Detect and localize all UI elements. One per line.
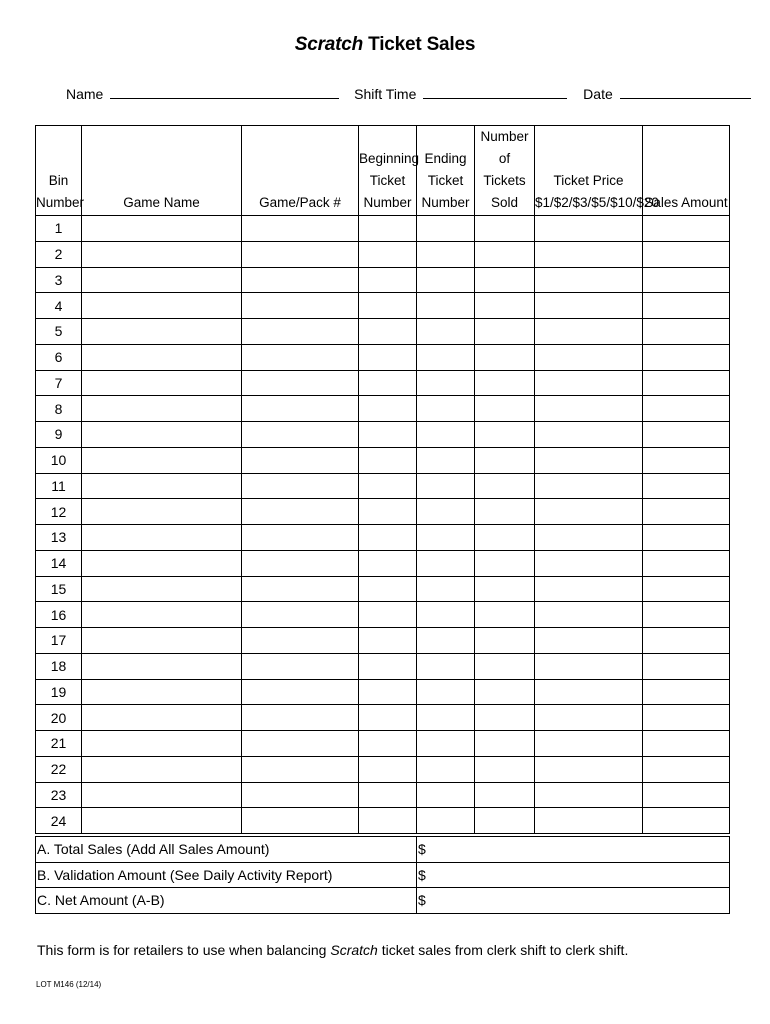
header-line <box>36 148 81 170</box>
entry-cell-ending-ticket-number[interactable] <box>417 499 475 525</box>
bin-number-cell: 11 <box>36 473 82 499</box>
shift-time-field[interactable] <box>423 86 567 99</box>
entry-cell-sales-amount[interactable] <box>643 628 730 654</box>
bin-number-cell: 8 <box>36 396 82 422</box>
entry-cell-ending-ticket-number[interactable] <box>417 293 475 319</box>
entry-cell-ending-ticket-number[interactable] <box>417 267 475 293</box>
entry-cell-tickets-sold[interactable] <box>475 473 535 499</box>
entry-cell-tickets-sold[interactable] <box>475 447 535 473</box>
column-header-bin-number <box>36 126 85 216</box>
entry-cell-sales-amount[interactable] <box>643 602 730 628</box>
entry-cell-ticket-price[interactable] <box>535 447 643 473</box>
column-header-sales-amount <box>643 126 730 216</box>
entry-cell-ticket-price[interactable] <box>535 267 643 293</box>
header-line: Tickets <box>483 173 526 188</box>
entry-cell-sales-amount[interactable] <box>643 241 730 267</box>
bin-number-cell: 21 <box>36 731 82 757</box>
table-row <box>36 756 730 782</box>
entry-cell-game-name[interactable] <box>82 216 242 242</box>
entry-cell-game-name[interactable] <box>82 447 242 473</box>
entry-cell-game-pack[interactable] <box>242 602 359 628</box>
header-line: Ticket Price <box>553 173 624 188</box>
entry-cell-game-pack[interactable] <box>242 705 359 731</box>
entry-cell-game-pack[interactable] <box>242 550 359 576</box>
entry-cell-ending-ticket-number[interactable] <box>417 705 475 731</box>
entry-cell-game-name[interactable] <box>82 628 242 654</box>
entry-cell-beginning-ticket-number[interactable] <box>359 267 417 293</box>
column-header-ending-ticket-number <box>417 126 475 216</box>
table-row <box>36 267 730 293</box>
entry-cell-sales-amount[interactable] <box>643 216 730 242</box>
entry-cell-beginning-ticket-number[interactable] <box>359 525 417 551</box>
totals-row <box>36 862 730 888</box>
entry-cell-tickets-sold[interactable] <box>475 628 535 654</box>
entry-cell-ending-ticket-number[interactable] <box>417 216 475 242</box>
entry-cell-ending-ticket-number[interactable] <box>417 756 475 782</box>
table-row <box>36 422 730 448</box>
entry-cell-tickets-sold[interactable] <box>475 293 535 319</box>
entry-cell-ending-ticket-number[interactable] <box>417 473 475 499</box>
entry-cell-beginning-ticket-number[interactable] <box>359 576 417 602</box>
totals-amount-field[interactable]: $ <box>417 837 730 863</box>
entry-cell-ending-ticket-number[interactable] <box>417 241 475 267</box>
title-italic: Scratch <box>294 34 364 55</box>
entry-cell-sales-amount[interactable] <box>643 756 730 782</box>
column-header-game-pack <box>242 126 359 216</box>
entry-cell-ending-ticket-number[interactable] <box>417 319 475 345</box>
entry-cell-ending-ticket-number[interactable] <box>417 447 475 473</box>
entry-cell-sales-amount[interactable] <box>643 344 730 370</box>
totals-table <box>35 836 730 914</box>
entry-cell-ending-ticket-number[interactable] <box>417 653 475 679</box>
bin-number-cell: 15 <box>36 576 82 602</box>
entry-cell-ticket-price[interactable] <box>535 679 643 705</box>
entry-cell-game-name[interactable] <box>82 267 242 293</box>
name-field[interactable] <box>110 86 339 99</box>
entry-cell-tickets-sold[interactable] <box>475 499 535 525</box>
entry-cell-tickets-sold[interactable] <box>475 319 535 345</box>
entry-cell-tickets-sold[interactable] <box>475 602 535 628</box>
bin-number-cell: 6 <box>36 344 82 370</box>
entry-cell-tickets-sold[interactable] <box>475 808 535 834</box>
entry-cell-beginning-ticket-number[interactable] <box>359 679 417 705</box>
entry-cell-ticket-price[interactable] <box>535 422 643 448</box>
table-row <box>36 370 730 396</box>
table-row <box>36 447 730 473</box>
entry-cell-game-pack[interactable] <box>242 447 359 473</box>
column-header-tickets-sold <box>475 126 535 216</box>
entry-cell-sales-amount[interactable] <box>643 473 730 499</box>
entry-cell-ticket-price[interactable] <box>535 782 643 808</box>
entry-cell-ticket-price[interactable] <box>535 576 643 602</box>
bin-number-cell: 12 <box>36 499 82 525</box>
entry-cell-beginning-ticket-number[interactable] <box>359 473 417 499</box>
header-line: Game/Pack # <box>259 195 341 210</box>
table-row <box>36 576 730 602</box>
entry-cell-game-name[interactable] <box>82 756 242 782</box>
entry-cell-ending-ticket-number[interactable] <box>417 731 475 757</box>
entry-cell-game-pack[interactable] <box>242 319 359 345</box>
header-line: $1/$2/$3/$5/$10/$20 <box>535 195 659 210</box>
entry-cell-ending-ticket-number[interactable] <box>417 628 475 654</box>
entry-cell-ticket-price[interactable] <box>535 499 643 525</box>
table-row <box>36 679 730 705</box>
entry-cell-ending-ticket-number[interactable] <box>417 525 475 551</box>
entry-cell-beginning-ticket-number[interactable] <box>359 550 417 576</box>
table-row <box>36 293 730 319</box>
table-row <box>36 550 730 576</box>
header-line <box>643 170 729 192</box>
entry-cell-sales-amount[interactable] <box>643 396 730 422</box>
entry-cell-tickets-sold[interactable] <box>475 216 535 242</box>
entry-cell-beginning-ticket-number[interactable] <box>359 241 417 267</box>
entry-cell-ticket-price[interactable] <box>535 216 643 242</box>
totals-label: A. Total Sales (Add All Sales Amount) <box>36 837 417 863</box>
entry-cell-game-pack[interactable] <box>242 808 359 834</box>
bin-number-cell: 4 <box>36 293 82 319</box>
entry-cell-beginning-ticket-number[interactable] <box>359 370 417 396</box>
table-row <box>36 344 730 370</box>
bin-number-cell: 5 <box>36 319 82 345</box>
entry-cell-ticket-price[interactable] <box>535 370 643 396</box>
bin-number-cell: 3 <box>36 267 82 293</box>
entry-cell-ending-ticket-number[interactable] <box>417 550 475 576</box>
entry-cell-beginning-ticket-number[interactable] <box>359 653 417 679</box>
entry-cell-sales-amount[interactable] <box>643 550 730 576</box>
table-row <box>36 216 730 242</box>
totals-row <box>36 888 730 914</box>
header-line <box>242 148 358 170</box>
entry-cell-sales-amount[interactable] <box>643 447 730 473</box>
entry-cell-sales-amount[interactable] <box>643 731 730 757</box>
entry-cell-game-pack[interactable] <box>242 782 359 808</box>
entry-cell-game-name[interactable] <box>82 782 242 808</box>
entry-cell-ticket-price[interactable] <box>535 241 643 267</box>
entry-cell-tickets-sold[interactable] <box>475 705 535 731</box>
note-text-before: This form is for retailers to use when balancing <box>37 942 327 958</box>
entry-cell-tickets-sold[interactable] <box>475 576 535 602</box>
entry-cell-game-name[interactable] <box>82 731 242 757</box>
table-row <box>36 628 730 654</box>
entry-cell-game-pack[interactable] <box>242 628 359 654</box>
entry-cell-game-pack[interactable] <box>242 731 359 757</box>
entry-cell-beginning-ticket-number[interactable] <box>359 602 417 628</box>
entry-cell-tickets-sold[interactable] <box>475 756 535 782</box>
bin-number-cell: 1 <box>36 216 82 242</box>
entry-cell-ending-ticket-number[interactable] <box>417 422 475 448</box>
entry-cell-game-pack[interactable] <box>242 293 359 319</box>
entry-cell-game-pack[interactable] <box>242 241 359 267</box>
entry-cell-game-name[interactable] <box>82 576 242 602</box>
entry-cell-ticket-price[interactable] <box>535 653 643 679</box>
entry-cell-beginning-ticket-number[interactable] <box>359 782 417 808</box>
header-line <box>643 148 729 170</box>
column-header-game-name <box>82 126 242 216</box>
entry-cell-sales-amount[interactable] <box>643 679 730 705</box>
entry-cell-beginning-ticket-number[interactable] <box>359 216 417 242</box>
header-fields <box>66 86 751 102</box>
entry-cell-tickets-sold[interactable] <box>475 679 535 705</box>
entry-cell-game-pack[interactable] <box>242 216 359 242</box>
entry-cell-game-name[interactable] <box>82 370 242 396</box>
header-line: Ending <box>424 151 467 166</box>
entry-cell-beginning-ticket-number[interactable] <box>359 731 417 757</box>
entry-cell-game-pack[interactable] <box>242 679 359 705</box>
entry-cell-game-pack[interactable] <box>242 370 359 396</box>
table-row <box>36 525 730 551</box>
entry-cell-ticket-price[interactable] <box>535 602 643 628</box>
entry-cell-sales-amount[interactable] <box>643 705 730 731</box>
entry-cell-beginning-ticket-number[interactable] <box>359 344 417 370</box>
bin-number-cell: 18 <box>36 653 82 679</box>
date-field[interactable] <box>620 86 751 99</box>
header-line <box>82 148 241 170</box>
entry-cell-game-name[interactable] <box>82 319 242 345</box>
entry-cell-tickets-sold[interactable] <box>475 550 535 576</box>
entry-cell-ticket-price[interactable] <box>535 628 643 654</box>
bin-number-cell: 9 <box>36 422 82 448</box>
table-row <box>36 782 730 808</box>
entry-cell-ticket-price[interactable] <box>535 344 643 370</box>
entry-cell-ticket-price[interactable] <box>535 731 643 757</box>
header-line: Number <box>36 195 85 210</box>
note-text-after: ticket sales from clerk shift to clerk shift. <box>381 942 629 958</box>
table-row <box>36 602 730 628</box>
footer-note <box>37 942 628 958</box>
entry-cell-beginning-ticket-number[interactable] <box>359 756 417 782</box>
entry-cell-sales-amount[interactable] <box>643 782 730 808</box>
bin-number-cell: 22 <box>36 756 82 782</box>
entry-cell-ticket-price[interactable] <box>535 525 643 551</box>
entry-cell-ending-ticket-number[interactable] <box>417 396 475 422</box>
table-body <box>36 216 730 834</box>
entry-cell-ticket-price[interactable] <box>535 293 643 319</box>
header-line: Beginning <box>359 151 420 166</box>
entry-cell-ticket-price[interactable] <box>535 473 643 499</box>
entry-cell-game-pack[interactable] <box>242 473 359 499</box>
entry-cell-beginning-ticket-number[interactable] <box>359 422 417 448</box>
name-label: Name <box>66 86 104 102</box>
entry-cell-beginning-ticket-number[interactable] <box>359 808 417 834</box>
column-header-ticket-price <box>535 126 659 216</box>
entry-cell-sales-amount[interactable] <box>643 370 730 396</box>
entry-cell-ending-ticket-number[interactable] <box>417 576 475 602</box>
table-row <box>36 499 730 525</box>
entry-cell-sales-amount[interactable] <box>643 576 730 602</box>
bin-number-cell: 14 <box>36 550 82 576</box>
entry-cell-ticket-price[interactable] <box>535 808 643 834</box>
entry-cell-tickets-sold[interactable] <box>475 525 535 551</box>
entry-cell-tickets-sold[interactable] <box>475 396 535 422</box>
entry-cell-game-name[interactable] <box>82 705 242 731</box>
bin-number-cell: 7 <box>36 370 82 396</box>
header-line: Number <box>421 195 470 210</box>
entry-cell-ending-ticket-number[interactable] <box>417 344 475 370</box>
table-row <box>36 473 730 499</box>
entry-cell-beginning-ticket-number[interactable] <box>359 396 417 422</box>
entry-cell-tickets-sold[interactable] <box>475 370 535 396</box>
note-text-italic: Scratch <box>330 942 378 958</box>
table-row <box>36 319 730 345</box>
entry-cell-game-pack[interactable] <box>242 422 359 448</box>
header-line <box>82 170 241 192</box>
header-line: Number of <box>480 129 529 166</box>
totals-label: B. Validation Amount (See Daily Activity Report) <box>36 862 417 888</box>
totals-amount-field[interactable]: $ <box>417 862 730 888</box>
totals-label: C. Net Amount (A-B) <box>36 888 417 914</box>
entry-cell-sales-amount[interactable] <box>643 525 730 551</box>
shift-time-label: Shift Time <box>354 86 417 102</box>
entry-cell-game-name[interactable] <box>82 344 242 370</box>
entry-cell-game-pack[interactable] <box>242 396 359 422</box>
header-line: Game Name <box>123 195 200 210</box>
entry-cell-game-pack[interactable] <box>242 499 359 525</box>
entry-cell-game-name[interactable] <box>82 525 242 551</box>
entry-cell-ending-ticket-number[interactable] <box>417 679 475 705</box>
header-line <box>535 148 642 170</box>
entry-cell-sales-amount[interactable] <box>643 499 730 525</box>
header-line: Sold <box>490 195 519 210</box>
entry-cell-ending-ticket-number[interactable] <box>417 370 475 396</box>
title-text: Ticket Sales <box>368 34 476 55</box>
entry-cell-tickets-sold[interactable] <box>475 344 535 370</box>
bin-number-cell: 23 <box>36 782 82 808</box>
entry-cell-beginning-ticket-number[interactable] <box>359 447 417 473</box>
entry-cell-game-name[interactable] <box>82 550 242 576</box>
bin-number-cell: 20 <box>36 705 82 731</box>
bin-number-cell: 16 <box>36 602 82 628</box>
header-line <box>242 170 358 192</box>
entry-cell-game-name[interactable] <box>82 293 242 319</box>
entry-cell-game-pack[interactable] <box>242 653 359 679</box>
table-row <box>36 241 730 267</box>
entry-cell-game-name[interactable] <box>82 808 242 834</box>
entry-cell-sales-amount[interactable] <box>643 808 730 834</box>
column-header-beginning-ticket-number <box>359 126 420 216</box>
entry-cell-ticket-price[interactable] <box>535 319 643 345</box>
entry-cell-game-pack[interactable] <box>242 756 359 782</box>
table-row <box>36 808 730 834</box>
entry-cell-game-name[interactable] <box>82 499 242 525</box>
entry-cell-ending-ticket-number[interactable] <box>417 602 475 628</box>
entry-cell-sales-amount[interactable] <box>643 422 730 448</box>
bin-number-cell: 24 <box>36 808 82 834</box>
bin-number-cell: 10 <box>36 447 82 473</box>
entry-cell-game-name[interactable] <box>82 396 242 422</box>
entry-cell-game-name[interactable] <box>82 679 242 705</box>
entry-cell-sales-amount[interactable] <box>643 267 730 293</box>
entry-cell-tickets-sold[interactable] <box>475 731 535 757</box>
entry-cell-game-name[interactable] <box>82 602 242 628</box>
form-number: LOT M146 (12/14) <box>36 980 102 989</box>
table-row <box>36 705 730 731</box>
entry-cell-tickets-sold[interactable] <box>475 422 535 448</box>
header-line: Ticket <box>369 173 406 188</box>
entry-cell-ticket-price[interactable] <box>535 705 643 731</box>
entry-cell-ticket-price[interactable] <box>535 756 643 782</box>
entry-cell-beginning-ticket-number[interactable] <box>359 499 417 525</box>
bin-number-cell: 17 <box>36 628 82 654</box>
entry-cell-game-pack[interactable] <box>242 576 359 602</box>
totals-amount-field[interactable]: $ <box>417 888 730 914</box>
table-row <box>36 396 730 422</box>
header-line: Number <box>363 195 412 210</box>
bin-number-cell: 13 <box>36 525 82 551</box>
header-line: Ticket <box>427 173 464 188</box>
table-header-row <box>36 126 730 216</box>
bin-number-cell: 2 <box>36 241 82 267</box>
entry-cell-game-name[interactable] <box>82 473 242 499</box>
entry-cell-tickets-sold[interactable] <box>475 782 535 808</box>
entry-cell-beginning-ticket-number[interactable] <box>359 705 417 731</box>
table-row <box>36 731 730 757</box>
entry-cell-ending-ticket-number[interactable] <box>417 808 475 834</box>
entry-cell-tickets-sold[interactable] <box>475 653 535 679</box>
entry-cell-sales-amount[interactable] <box>643 293 730 319</box>
entry-cell-ticket-price[interactable] <box>535 550 643 576</box>
sales-table <box>35 125 730 834</box>
totals-row <box>36 837 730 863</box>
table-row <box>36 653 730 679</box>
entry-cell-game-pack[interactable] <box>242 344 359 370</box>
entry-cell-tickets-sold[interactable] <box>475 241 535 267</box>
entry-cell-game-name[interactable] <box>82 241 242 267</box>
entry-cell-ending-ticket-number[interactable] <box>417 782 475 808</box>
entry-cell-sales-amount[interactable] <box>643 319 730 345</box>
date-label: Date <box>583 86 613 102</box>
entry-cell-game-name[interactable] <box>82 653 242 679</box>
header-line: Bin <box>48 173 69 188</box>
entry-cell-ticket-price[interactable] <box>535 396 643 422</box>
entry-cell-beginning-ticket-number[interactable] <box>359 293 417 319</box>
entry-cell-beginning-ticket-number[interactable] <box>359 319 417 345</box>
page-title <box>0 34 770 56</box>
entry-cell-game-pack[interactable] <box>242 267 359 293</box>
entry-cell-beginning-ticket-number[interactable] <box>359 628 417 654</box>
entry-cell-tickets-sold[interactable] <box>475 267 535 293</box>
bin-number-cell: 19 <box>36 679 82 705</box>
entry-cell-sales-amount[interactable] <box>643 653 730 679</box>
entry-cell-game-pack[interactable] <box>242 525 359 551</box>
header-line: Sales Amount <box>644 195 728 210</box>
entry-cell-game-name[interactable] <box>82 422 242 448</box>
